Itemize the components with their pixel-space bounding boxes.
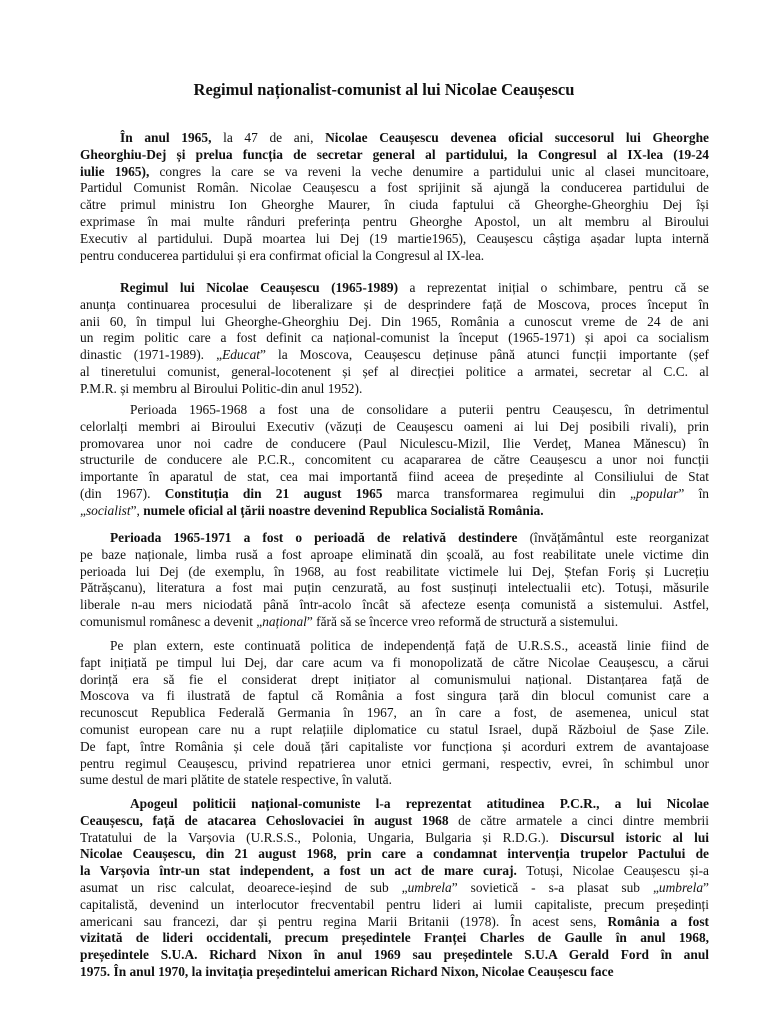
text-run: În anul 1965, — [120, 130, 224, 145]
text-run: capitalistă, devenind un interlocutor frecventabil pentru lideri ai lumii capitaliste, precum președinți — [80, 896, 709, 912]
text-line — [80, 614, 709, 631]
text-line — [80, 672, 709, 689]
text-run: ” fără să se încerce vreo reformă de structură a sistemului. — [306, 613, 619, 629]
text-line — [80, 280, 709, 297]
text-run: marca transformarea regimului din „ — [382, 485, 636, 501]
text-line — [80, 419, 709, 436]
text-run: Moscova va fi ilustrată de faptul că România a fost singura țară din blocul comunist care a — [80, 688, 709, 704]
text-run: către primul ministru Ion Gheorghe Maurer, în ciuda faptului că Gheorghe-Gheorghiu Dej își — [80, 197, 709, 213]
text-line — [80, 756, 709, 773]
text-line — [80, 164, 709, 181]
text-run: Educat — [222, 347, 260, 363]
text-run: umbrela — [658, 879, 704, 895]
text-run: Tratatului de la Varșovia (U.R.S.S., Polonia, Ungaria, Bulgaria și R.D.G.). — [80, 829, 561, 845]
text-line — [80, 364, 709, 381]
text-run: Constituția din 21 august 1965 — [164, 485, 383, 501]
text-run: congres la care se va reveni la veche denumire a partidului unic al clasei muncitoare, — [149, 163, 709, 179]
text-run: structurile de conducere ale P.C.R., concomitent cu acapararea de către Ceaușescu a unor noi funcții — [80, 452, 709, 468]
text-run: a reprezentat inițial o schimbare, pentru că se — [398, 280, 709, 295]
text-line — [80, 722, 709, 739]
text-run: asumat un risc calculat, deoarece-ieșind de sub „ — [80, 879, 408, 895]
text-run: pentru regimul Ceaușescu, privind repatrierea unor etnici germani, respectiv, evrei, în schimbul unor — [80, 755, 709, 771]
text-run: dorință era să fie el considerat drept inițiator al comunismului național. Distanțarea față de — [80, 671, 709, 687]
text-line — [80, 863, 709, 880]
text-line — [80, 130, 709, 147]
text-run: Nicolae Ceaușescu devenea oficial succesorul lui Gheorghe — [325, 130, 709, 145]
text-line — [80, 655, 709, 672]
text-run: la 47 de ani, — [223, 130, 326, 145]
text-run: ”, — [130, 502, 144, 518]
text-line — [80, 830, 709, 847]
text-run: un regim politic care a fost definit ca național-comunist la început (1965-1971) și apoi ca socialism — [80, 330, 709, 346]
text-line — [80, 436, 709, 453]
text-run: la Varșovia într-un stat independent, a fost un act de mare curaj. — [80, 863, 517, 879]
text-run: popular — [635, 485, 679, 501]
text-line — [80, 347, 709, 364]
text-run: liberale n-au mers niciodată până într-acolo încât să afecteze esența comunistă a sistemului. Astfel, — [80, 597, 709, 613]
paragraph — [80, 402, 709, 520]
text-line — [80, 580, 709, 597]
paragraph — [80, 280, 709, 398]
text-run: Pătrășcanu), literatura a fost mai puțin cenzurată, au fost susținuți intelectualii etc). Totuși, măsurile — [80, 580, 709, 596]
text-line — [80, 469, 709, 486]
paragraph — [80, 796, 709, 981]
text-line — [80, 638, 709, 655]
text-run: vizitată de lideri occidentali, precum președintele Franței Charles de Gaulle în anul 1968, — [80, 930, 709, 946]
text-run: P.M.R. și membru al Biroului Politic-din anul 1952). — [80, 380, 363, 396]
text-line — [80, 452, 709, 469]
text-run: România a fost — [607, 913, 709, 929]
text-run: socialist — [85, 502, 131, 518]
text-run: Executiv al partidului. După moartea lui Dej (19 martie1965), Ceaușescu câștiga așadar lupta internă — [80, 230, 709, 246]
text-line — [80, 503, 709, 520]
text-line — [80, 914, 709, 931]
text-run: (învățământul este reorganizat — [517, 530, 709, 545]
text-run: Totuși, Nicolae Ceaușescu și-a — [516, 863, 709, 879]
text-run: (din 1967). — [80, 485, 165, 501]
text-run: de către armatele a cinci dintre membrii — [448, 812, 709, 828]
text-line — [80, 564, 709, 581]
text-line — [80, 248, 709, 265]
text-run: Nicolae Ceaușescu, din 21 august 1968, prin care a condamnat intervenția trupelor Pactului de — [80, 846, 709, 862]
text-run: Partidul Comunist Român. Nicolae Ceaușescu a fost sprijinit să ajungă la conducerea partidului de — [80, 180, 709, 196]
text-run: sume destul de mari plătite de statele respective, în valută. — [80, 772, 392, 788]
text-run: comunismul românesc a devenit „ — [80, 613, 263, 629]
text-line — [80, 964, 709, 981]
paragraph — [80, 530, 709, 631]
text-run: exprimase în mai multe rânduri preferința pentru Gheorghe Apostol, un alt membru al Biroului — [80, 213, 709, 229]
text-run: pe baze naționale, limba rusă a fost aproape eliminată din școală, au fost reabilitate unele victime din — [80, 546, 709, 562]
text-run: De fapt, între România și cele două țări capitaliste vor funcționa și acorduri extrem de avantajoase — [80, 738, 709, 754]
text-run: ” la Moscova, Ceaușescu deținuse până atunci funcții importante (șef — [260, 347, 709, 363]
text-run: importante în aparatul de stat, cea mai importantă fiind aceea de președinte al Consiliului de Stat — [80, 469, 709, 485]
text-line — [80, 530, 709, 547]
text-line — [80, 739, 709, 756]
text-run: numele oficial al țării noastre devenind Republica Socialistă România. — [143, 502, 544, 518]
text-run: Perioada 1965-1971 a fost o perioadă de relativă destindere — [110, 530, 518, 545]
text-run: promovarea unor noi cadre de conducere (Paul Niculescu-Mizil, Ilie Verdeț, Manea Mănescu) în — [80, 435, 709, 451]
text-run: Pe plan extern, este continuată politica de independență față de U.R.S.S., această linie fiind de — [110, 638, 709, 653]
text-run: Gheorghiu-Dej și prelua funcția de secretar general al partidului, la Congresul al IX-lea (19-24 — [80, 146, 709, 162]
text-run: celorlalți membri ai Biroului Executiv (văzuți de Ceaușescu oameni ai lui Dej posibili rivali), prin — [80, 418, 709, 434]
text-line — [80, 486, 709, 503]
text-line — [80, 597, 709, 614]
text-run: ” în — [678, 485, 709, 501]
text-line — [80, 796, 709, 813]
paragraph — [80, 638, 709, 789]
text-run: președintele S.U.A. Richard Nixon în anul 1969 sau președintele S.U.A Gerald Ford în anul — [80, 947, 709, 963]
text-line — [80, 381, 709, 398]
text-run: național — [262, 613, 307, 629]
text-run: anunța continuarea procesului de liberalizare și de desprindere față de Moscova, proces început în — [80, 296, 709, 312]
text-line — [80, 897, 709, 914]
text-line — [80, 930, 709, 947]
text-line — [80, 180, 709, 197]
text-line — [80, 402, 709, 419]
text-run: al tineretului comunist, general-locotenent și șef al direcției politice a armatei, secretar al C.C. al — [80, 363, 709, 379]
text-run: iulie 1965), — [80, 163, 150, 179]
text-line — [80, 688, 709, 705]
document-title: Regimul naționalist-comunist al lui Nicolae Ceaușescu — [193, 80, 575, 99]
text-run: ” sovietică - s-a plasat sub „ — [451, 879, 659, 895]
text-run: „ — [80, 502, 86, 518]
text-line — [80, 147, 709, 164]
text-line — [80, 297, 709, 314]
text-line — [80, 705, 709, 722]
text-run: umbrela — [407, 879, 452, 895]
text-run: Regimul lui Nicolae Ceaușescu (1965-1989) — [120, 280, 399, 295]
text-run: perioada lui Dej (de exemplu, în 1968, au fost reabilitate victimele lui Dej, Ștefan Foriș și Lucrețiu — [80, 563, 709, 579]
text-run: fapt inițiată pe timpul lui Dej, dar care acum va fi monopolizată de către Nicolae Ceaușescu, a cărui — [80, 654, 709, 670]
text-line — [80, 947, 709, 964]
text-line — [80, 314, 709, 331]
text-run: anii 60, în timpul lui Gheorghe-Gheorghiu Dej. Din 1965, România a cunoscut vreme de 24 de ani — [80, 313, 709, 329]
text-run: dinastic (1971-1989). „ — [80, 347, 223, 363]
text-run: comunist european care nu a rupt relațiile diplomatice cu statul Israel, după Războiul de Șase Zile. — [80, 721, 709, 737]
text-line — [80, 880, 709, 897]
text-line — [80, 214, 709, 231]
text-line — [80, 231, 709, 248]
text-run: 1975. În anul 1970, la invitația președintelui american Richard Nixon, Nicolae Ceaușescu face — [80, 963, 614, 979]
text-run: americani sau francezi, dar și pentru regina Marii Britanii (1978). În acest sens, — [80, 913, 608, 929]
text-run: Apogeul politicii național-comuniste l-a reprezentat atitudinea P.C.R., a lui Nicolae — [130, 796, 709, 811]
text-run: Discursul istoric al lui — [560, 829, 709, 845]
text-line — [80, 197, 709, 214]
text-line — [80, 846, 709, 863]
text-run: ” — [703, 879, 709, 895]
text-line — [80, 547, 709, 564]
text-run: recunoscut Republica Federală Germania în 1967, an în care a fost, de asemenea, unicul stat — [80, 705, 709, 721]
text-run: pentru conducerea partidului și era confirmat oficial la Congresul al IX-lea. — [80, 247, 485, 263]
paragraph — [80, 130, 709, 264]
text-run: Perioada 1965-1968 a fost una de consolidare a puterii pentru Ceaușescu, în detrimentul — [130, 402, 709, 417]
text-run: Ceaușescu, față de atacarea Cehoslovaciei în august 1968 — [80, 812, 449, 828]
text-line — [80, 813, 709, 830]
text-line — [80, 772, 709, 789]
text-line — [80, 330, 709, 347]
